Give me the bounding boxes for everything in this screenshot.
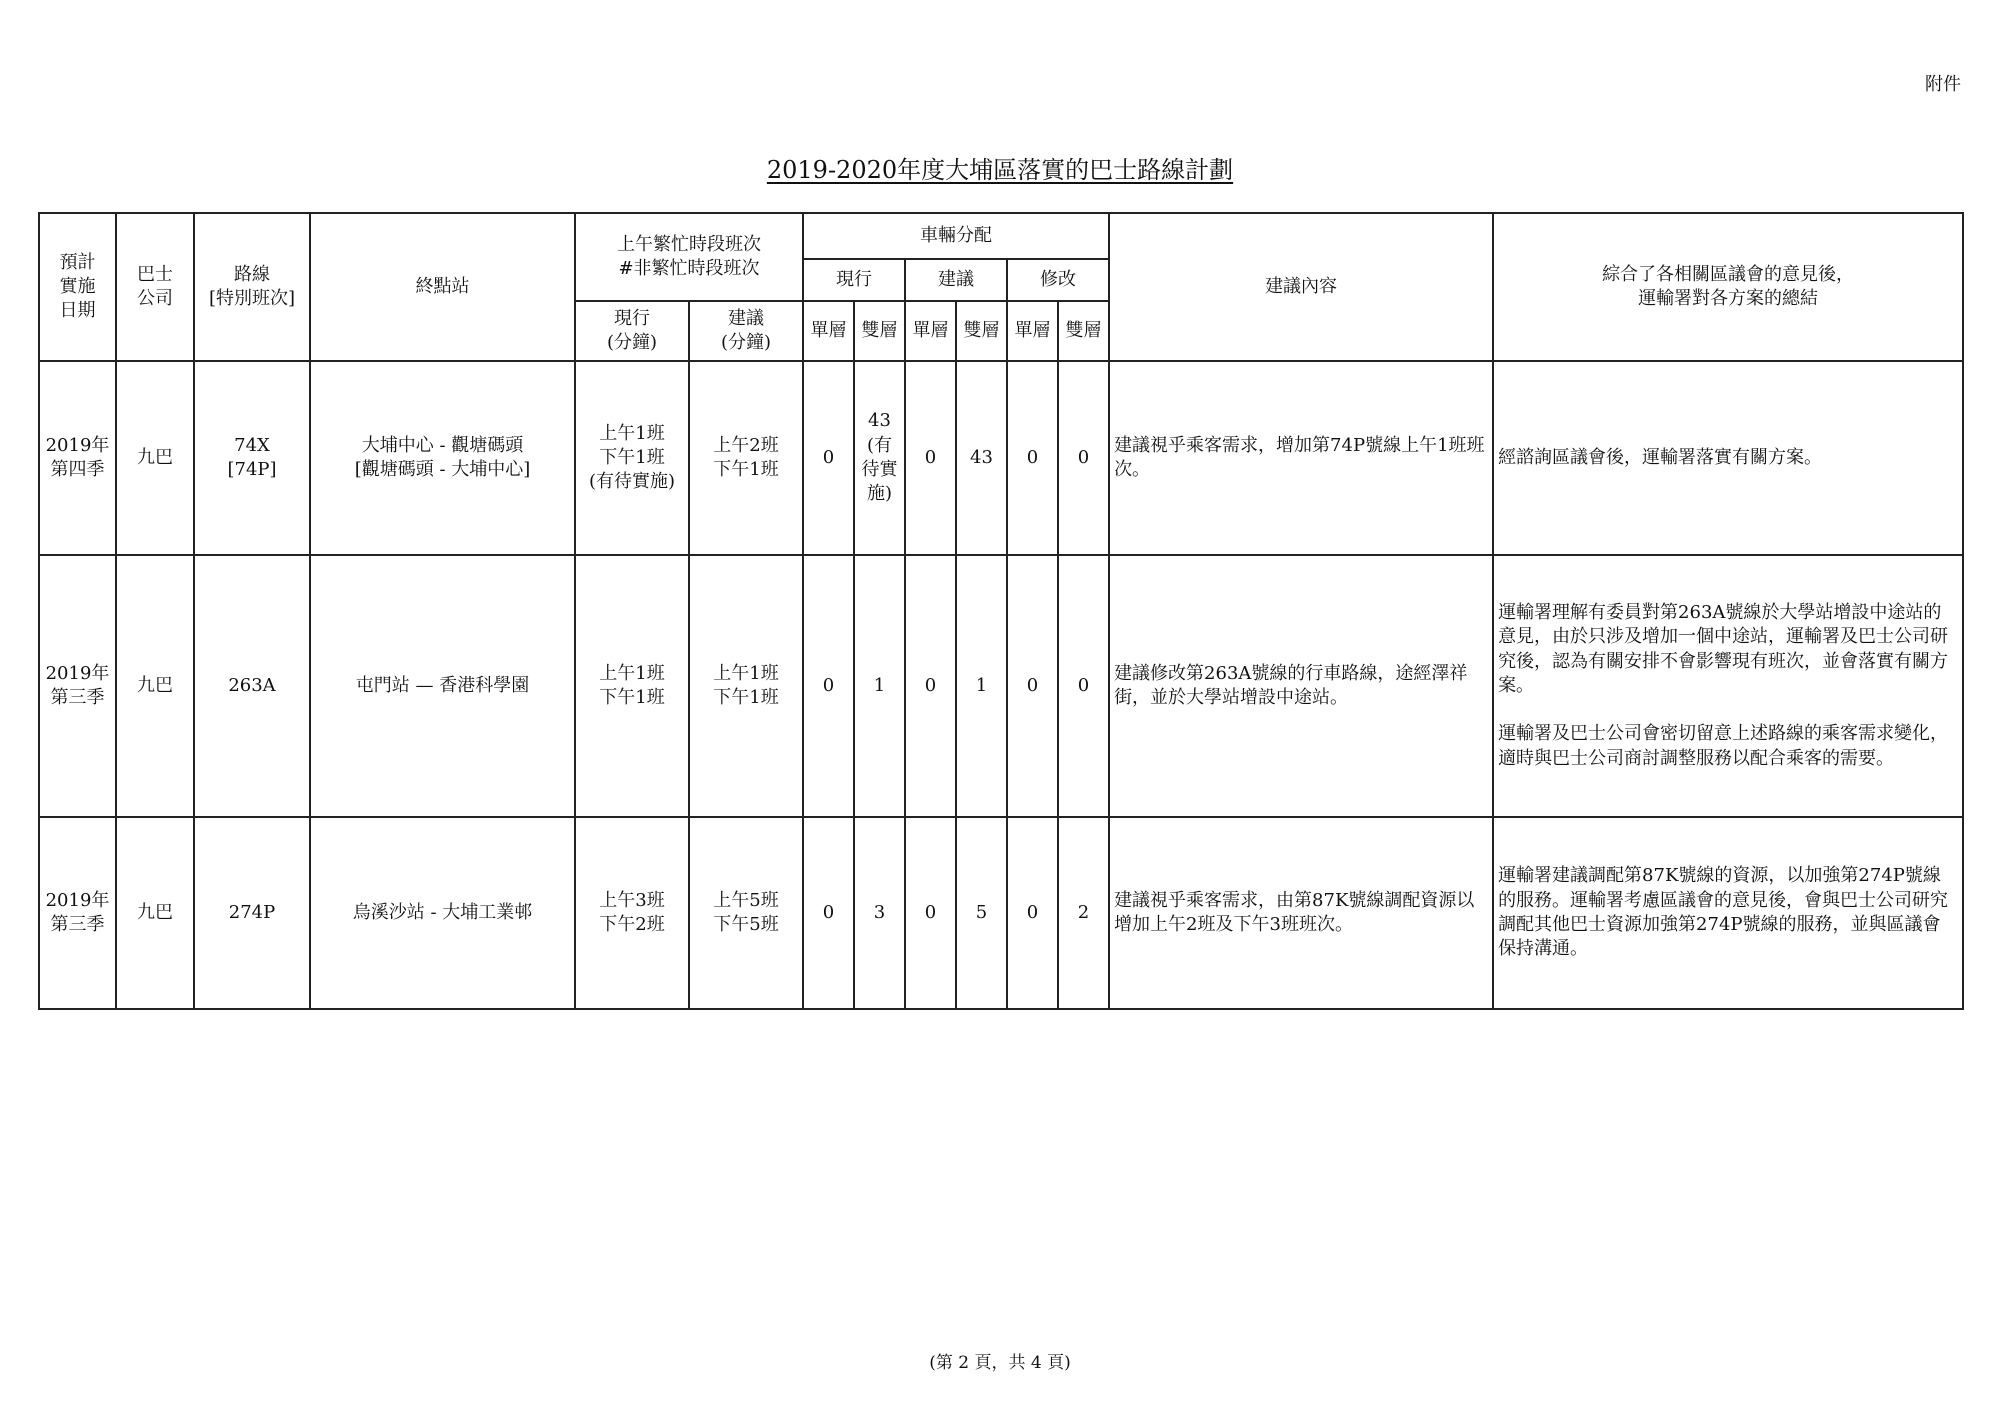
cell-trips-current: 上午1班 下午1班 (有待實施): [575, 361, 689, 555]
cell-fleet-revised-double: 2: [1058, 817, 1109, 1009]
annex-label: 附件: [1925, 74, 1961, 95]
header-fleet-revised: 修改: [1007, 259, 1109, 301]
header-double-deck: 雙層: [854, 301, 905, 361]
cell-fleet-current-double: 1: [854, 555, 905, 817]
table-row: [39, 817, 1963, 1009]
cell-date: 2019年 第四季: [39, 361, 116, 555]
cell-company: 九巴: [116, 555, 194, 817]
header-summary: 綜合了各相關區議會的意見後， 運輸署對各方案的總結: [1493, 213, 1963, 361]
header-double-deck: 雙層: [1058, 301, 1109, 361]
header-terminus: 終點站: [310, 213, 575, 361]
cell-fleet-current-single: 0: [803, 817, 854, 1009]
cell-fleet-current-single: 0: [803, 361, 854, 555]
cell-fleet-current-single: 0: [803, 555, 854, 817]
summary-paragraph: 運輸署理解有委員對第263A號線於大學站增設中途站的意見，由於只涉及增加一個中途站，運輸署及巴士公司研究後，認為有關安排不會影響現有班次，並會落實有關方案。: [1498, 602, 1949, 696]
cell-route: 274P: [194, 817, 310, 1009]
table-row: [39, 555, 1963, 817]
cell-trips-proposed: 上午2班 下午1班: [689, 361, 803, 555]
cell-trips-proposed: 上午1班 下午1班: [689, 555, 803, 817]
cell-fleet-proposed-double: 1: [956, 555, 1007, 817]
cell-fleet-current-double: 43 (有 待實 施): [854, 361, 905, 555]
header-trips: 上午繁忙時段班次 #非繁忙時段班次: [575, 213, 803, 301]
cell-fleet-revised-single: 0: [1007, 817, 1058, 1009]
cell-route: 263A: [194, 555, 310, 817]
cell-fleet-proposed-double: 5: [956, 817, 1007, 1009]
cell-fleet-proposed-double: 43: [956, 361, 1007, 555]
cell-date: 2019年 第三季: [39, 555, 116, 817]
header-trips-proposed: 建議 (分鐘): [689, 301, 803, 361]
page-number: (第 2 頁，共 4 頁): [929, 1353, 1071, 1373]
header-fleet: 車輛分配: [803, 213, 1109, 259]
cell-trips-proposed: 上午5班 下午5班: [689, 817, 803, 1009]
cell-summary: [1493, 555, 1963, 817]
cell-fleet-current-double: 3: [854, 817, 905, 1009]
cell-trips-current: 上午1班 下午1班: [575, 555, 689, 817]
cell-date: 2019年 第三季: [39, 817, 116, 1009]
cell-fleet-proposed-single: 0: [905, 817, 956, 1009]
header-single-deck: 單層: [1007, 301, 1058, 361]
header-date: 預計 實施 日期: [39, 213, 116, 361]
header-fleet-proposed: 建議: [905, 259, 1007, 301]
header-proposal: 建議內容: [1109, 213, 1493, 361]
page-title: 2019-2020年度大埔區落實的巴士路線計劃: [766, 156, 1234, 184]
header-single-deck: 單層: [803, 301, 854, 361]
cell-proposal: 建議視乎乘客需求，增加第74P號線上午1班班次。: [1109, 361, 1493, 555]
cell-terminus: 屯門站 — 香港科學園: [310, 555, 575, 817]
header-company: 巴士 公司: [116, 213, 194, 361]
cell-fleet-proposed-single: 0: [905, 361, 956, 555]
cell-trips-current: 上午3班 下午2班: [575, 817, 689, 1009]
cell-route: 74X [74P]: [194, 361, 310, 555]
header-trips-current: 現行 (分鐘): [575, 301, 689, 361]
summary-paragraph: 經諮詢區議會後，運輸署落實有關方案。: [1498, 446, 1823, 468]
bus-route-plan-table: [38, 212, 1964, 1010]
cell-fleet-proposed-single: 0: [905, 555, 956, 817]
cell-proposal: 建議修改第263A號線的行車路線，途經澤祥街，並於大學站增設中途站。: [1109, 555, 1493, 817]
summary-paragraph: 運輸署建議調配第87K號線的資源，以加強第274P號線的服務。運輸署考慮區議會的意見後，會與巴士公司研究調配其他巴士資源加強第274P號線的服務，並與區議會保持溝通。: [1498, 865, 1949, 960]
header-single-deck: 單層: [905, 301, 956, 361]
cell-summary: [1493, 361, 1963, 555]
cell-fleet-revised-double: 0: [1058, 361, 1109, 555]
header-fleet-current: 現行: [803, 259, 905, 301]
cell-company: 九巴: [116, 361, 194, 555]
cell-summary: [1493, 817, 1963, 1009]
cell-proposal: 建議視乎乘客需求，由第87K號線調配資源以增加上午2班及下午3班班次。: [1109, 817, 1493, 1009]
cell-company: 九巴: [116, 817, 194, 1009]
cell-fleet-revised-single: 0: [1007, 361, 1058, 555]
table-row: [39, 361, 1963, 555]
cell-fleet-revised-single: 0: [1007, 555, 1058, 817]
summary-paragraph: 運輸署及巴士公司會密切留意上述路線的乘客需求變化，適時與巴士公司商討調整服務以配合乘客的需要。: [1498, 723, 1949, 769]
header-route: 路線 [特別班次]: [194, 213, 310, 361]
cell-fleet-revised-double: 0: [1058, 555, 1109, 817]
cell-terminus: 大埔中心 - 觀塘碼頭 [觀塘碼頭 - 大埔中心]: [310, 361, 575, 555]
header-double-deck: 雙層: [956, 301, 1007, 361]
cell-terminus: 烏溪沙站 - 大埔工業邨: [310, 817, 575, 1009]
